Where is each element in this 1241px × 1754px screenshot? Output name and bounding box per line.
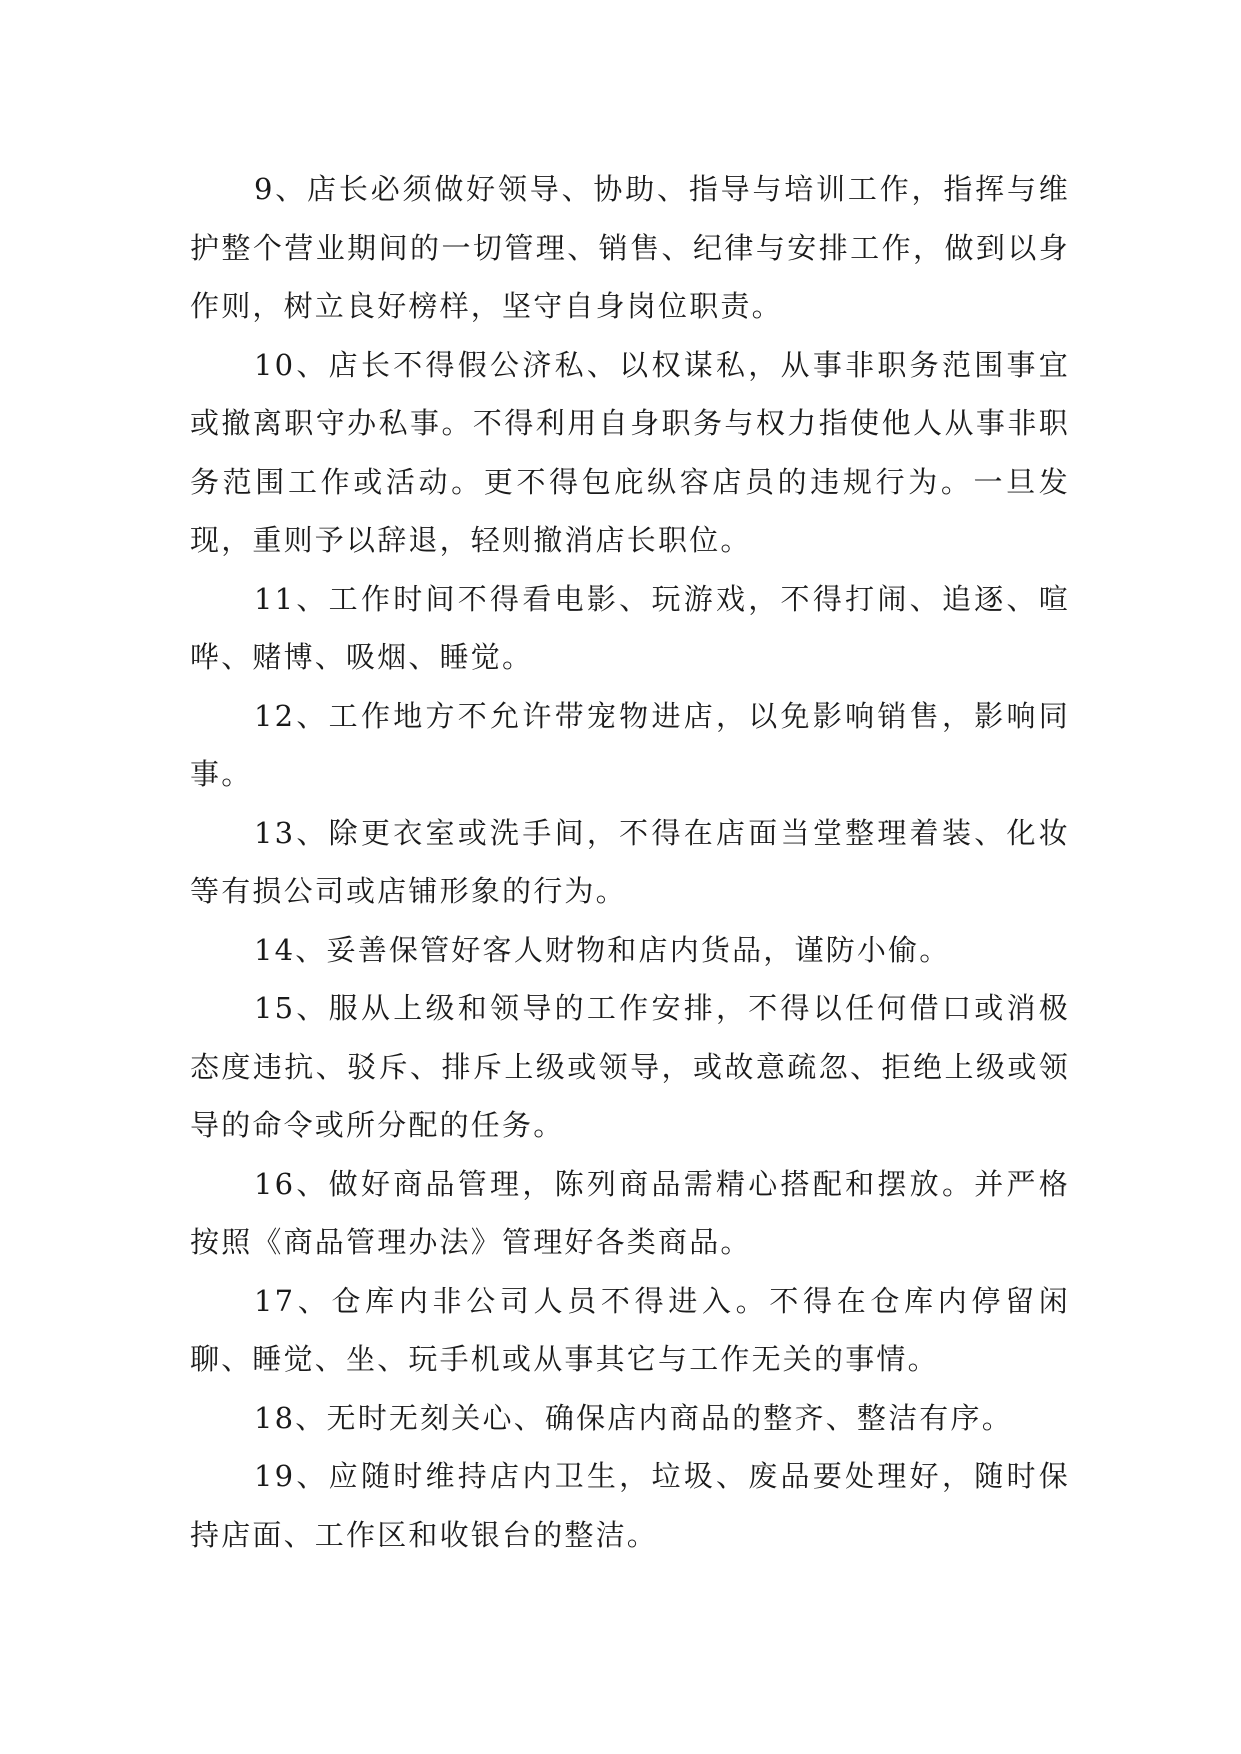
rule-18-paragraph: 18、无时无刻关心、确保店内商品的整齐、整洁有序。 [254, 1400, 1013, 1435]
rule-14-paragraph: 14、妥善保管好客人财物和店内货品，谨防小偷。 [254, 932, 951, 967]
rule-15-paragraph: 15、服从上级和领导的工作安排，不得以任何借口或消极态度违抗、驳斥、排斥上级或领导，或故意疏忽、拒绝上级或领导的命令或所分配的任务。 [190, 991, 1070, 1142]
rule-19-paragraph: 19、应随时维持店内卫生，垃圾、废品要处理好，随时保持店面、工作区和收银台的整洁。 [190, 1459, 1070, 1552]
rule-9-paragraph: 9、店长必须做好领导、协助、指导与培训工作，指挥与维护整个营业期间的一切管理、销售、纪律与安排工作，做到以身作则，树立良好榜样，坚守自身岗位职责。 [190, 172, 1070, 323]
rule-12-paragraph: 12、工作地方不允许带宠物进店，以免影响销售，影响同事。 [190, 698, 1070, 791]
rule-11-paragraph: 11、工作时间不得看电影、玩游戏，不得打闹、追逐、喧哗、赌博、吸烟、睡觉。 [190, 581, 1070, 674]
rule-17-paragraph: 17、仓库内非公司人员不得进入。不得在仓库内停留闲聊、睡觉、坐、玩手机或从事其它与工作无关的事情。 [190, 1283, 1070, 1376]
rule-10-paragraph: 10、店长不得假公济私、以权谋私，从事非职务范围事宜或撤离职守办私事。不得利用自身职务与权力指使他人从事非职务范围工作或活动。更不得包庇纵容店员的违规行为。一旦发现，重则予以辞退，轻则撤消店长职位。 [190, 347, 1070, 557]
rule-16-paragraph: 16、做好商品管理，陈列商品需精心搭配和摆放。并严格按照《商品管理办法》管理好各类商品。 [190, 1166, 1070, 1259]
rule-13-paragraph: 13、除更衣室或洗手间，不得在店面当堂整理着装、化妆等有损公司或店铺形象的行为。 [190, 815, 1070, 908]
document-page [190, 160, 1070, 1564]
